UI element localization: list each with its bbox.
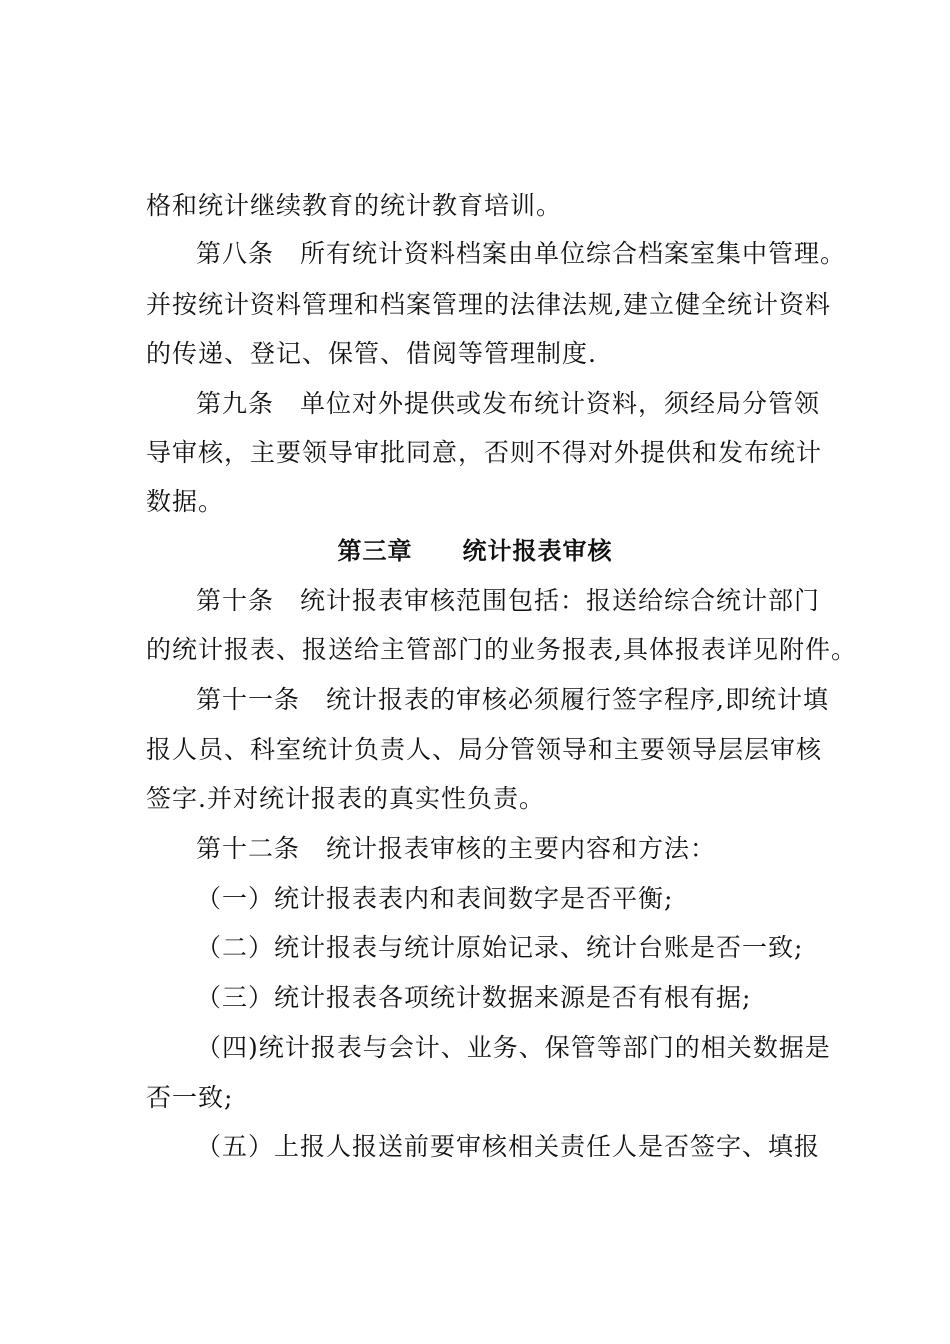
text-line: 并按统计资料管理和档案管理的法律法规,建立健全统计资料 — [146, 290, 831, 319]
chapter-3-title: 第三章 统计报表审核 — [337, 537, 613, 565]
article-12-heading-line: 第十二条 统计报表审核的主要内容和方法： — [196, 834, 717, 863]
list-item-4: （四)统计报表与会计、业务、保管等部门的相关数据是 — [196, 1033, 831, 1062]
text-line: 数据。 — [146, 487, 225, 516]
text-line: 签字.并对统计报表的真实性负责。 — [146, 784, 545, 813]
list-item-5: （五）上报人报送前要审核相关责任人是否签字、填报 — [196, 1132, 821, 1161]
article-8-heading-line: 第八条 所有统计资料档案由单位综合档案室集中管理。 — [196, 239, 847, 268]
text-line: 否一致; — [146, 1083, 234, 1112]
article-11-heading-line: 第十一条 统计报表的审核必须履行签字程序,即统计填 — [196, 685, 829, 714]
text-line: 的统计报表、报送给主管部门的业务报表,具体报表详见附件。 — [146, 635, 857, 664]
article-9-heading-line: 第九条 单位对外提供或发布统计资料，须经局分管领 — [196, 389, 821, 418]
article-10-heading-line: 第十条 统计报表审核范围包括：报送给综合统计部门 — [196, 586, 821, 615]
text-line: 的传递、登记、保管、借阅等管理制度. — [146, 339, 597, 368]
list-item-1: （一）统计报表表内和表间数字是否平衡; — [196, 884, 674, 913]
list-item-3: （三）统计报表各项统计数据来源是否有根有据; — [196, 983, 752, 1012]
text-line: 报人员、科室统计负责人、局分管领导和主要领导层层审核 — [146, 735, 823, 764]
list-item-2: （二）统计报表与统计原始记录、统计台账是否一致; — [196, 933, 804, 962]
text-line: 导审核，主要领导审批同意，否则不得对外提供和发布统计 — [146, 438, 823, 467]
text-line: 格和统计继续教育的统计教育培训。 — [146, 191, 563, 220]
